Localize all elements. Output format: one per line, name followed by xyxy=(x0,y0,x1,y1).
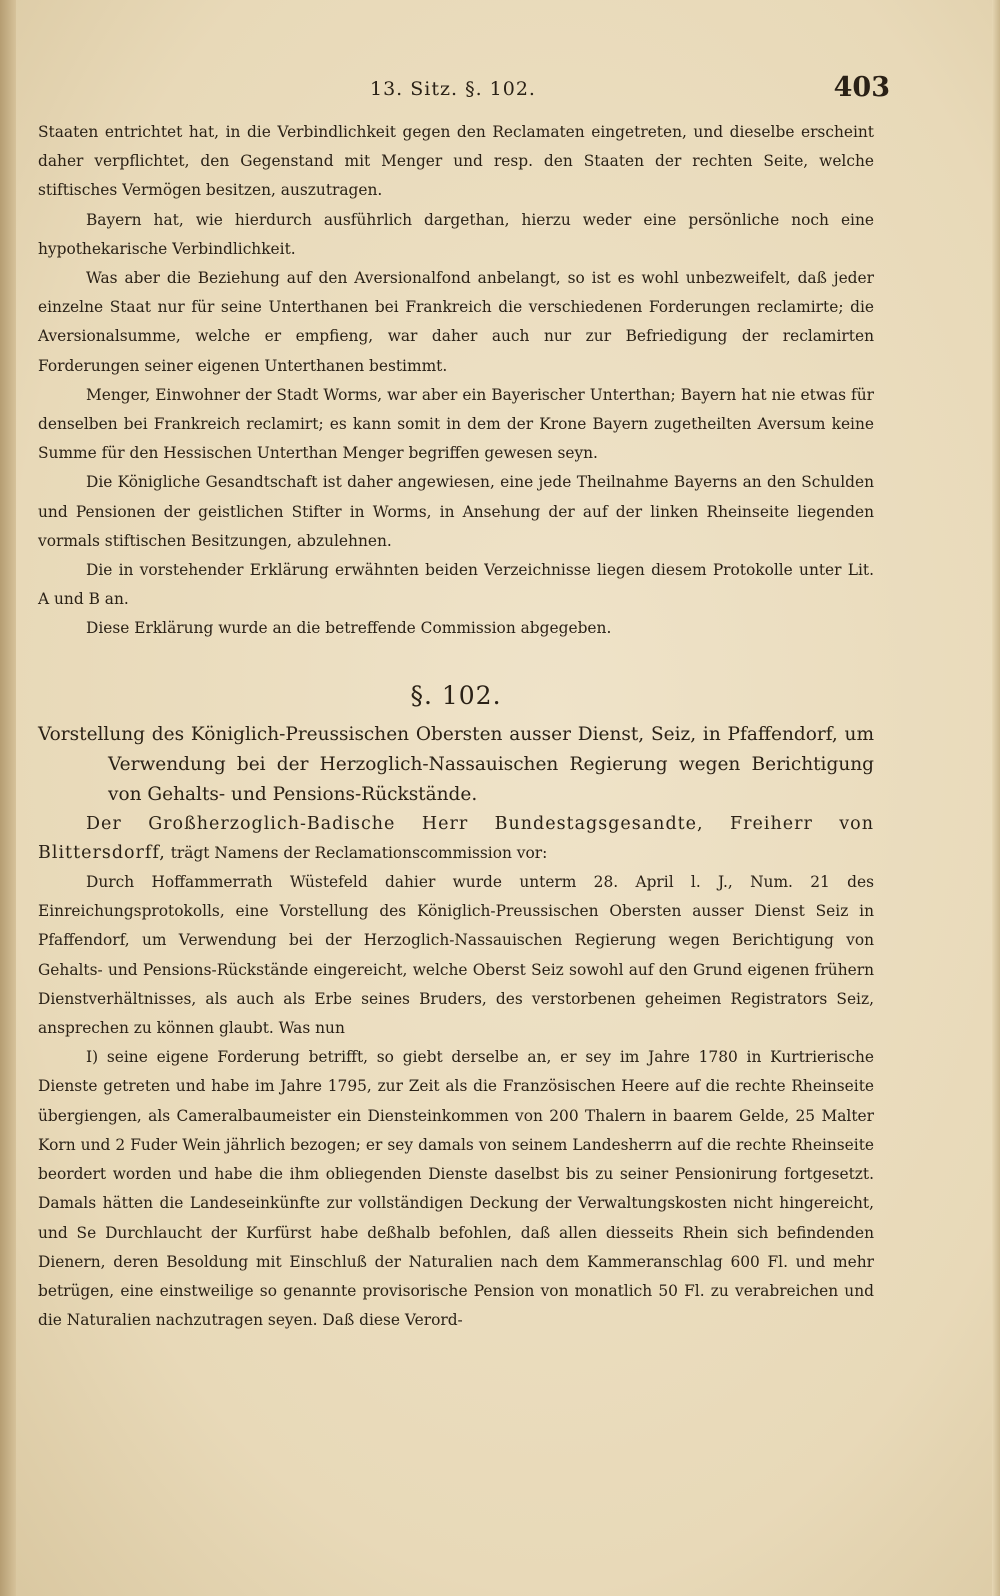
page-binding-edge xyxy=(0,0,16,1596)
page-number: 403 xyxy=(833,72,890,103)
page-body xyxy=(38,118,874,1335)
section-heading: Vorstellung des Königlich-Preussischen Obersten ausser Dienst, Seiz, in Pfaffendorf, um Verwendung bei der Herzoglich-Nassauischen Regierung wegen Berichtigung von Gehalts- und Pensions-Rückstände. xyxy=(38,723,874,805)
page-header xyxy=(40,72,890,108)
paragraph xyxy=(38,810,874,868)
paragraph: Die Königliche Gesandtschaft ist daher angewiesen, eine jede Theilnahme Bayerns an den Schulden und Pensionen der geistlichen Stifter in Worms, in Ansehung der auf der linken Rheinseite liegenden vormals stiftischen Besitzungen, abzulehnen. xyxy=(38,473,874,550)
paragraph: I) seine eigene Forderung betrifft, so giebt derselbe an, er sey im Jahre 1780 in Kurtrierische Dienste getreten und habe im Jahre 1795, zur Zeit als die Französischen Heere auf die rechte Rheinseite übergiengen, als Cameralbaumeister ein Diensteinkommen von 200 Thalern in baarem Gelde, 25 Malter Korn und 2 Fuder Wein jährlich bezogen; er sey damals von seinem Landesherrn auf die rechte Rheinseite beordert worden und habe die ihm obliegenden Dienste daselbst bis zu seiner Pensionirung fortgesetzt. Damals hätten die Landeseinkünfte zur vollständigen Deckung der Verwaltungskosten nicht hingereicht, und Se Durchlaucht der Kurfürst habe deßhalb befohlen, daß allen diesseits Rhein sich befindenden Dienern, deren Besoldung mit Einschluß der Naturalien nach dem Kammeranschlag 600 Fl. und mehr betrügen, eine einstweilige so genannte provisorische Pension von monatlich 50 Fl. zu verabreichen und die Naturalien nachzutragen seyen. Daß diese Verord- xyxy=(38,1048,874,1330)
paragraph: Bayern hat, wie hierdurch ausführlich dargethan, hierzu weder eine persönliche noch eine hypothekarische Verbindlichkeit. xyxy=(38,210,874,258)
paragraph-text: trägt Namens der Reclamationscommission vor: xyxy=(165,843,548,862)
paragraph: Menger, Einwohner der Stadt Worms, war aber ein Bayerischer Unterthan; Bayern hat nie etwas für denselben bei Frankreich reclamirt; es kann somit in dem der Krone Bayern zugetheilten Aversum keine Summe für den Hessischen Unterthan Menger begriffen gewesen seyn. xyxy=(38,385,874,463)
paragraph: Die in vorstehender Erklärung erwähnten beiden Verzeichnisse liegen diesem Protokolle unter Lit. A und B an. xyxy=(38,561,874,609)
running-head: 13. Sitz. §. 102. xyxy=(370,78,536,100)
paragraph: Durch Hoffammerrath Wüstefeld dahier wurde unterm 28. April l. J., Num. 21 des Einreichungsprotokolls, eine Vorstellung des Königlich-Preussischen Obersten ausser Dienst Seiz in Pfaffendorf, um Verwendung bei der Herzoglich-Nassauischen Regierung wegen Berichtigung von Gehalts- und Pensions-Rückstände eingereicht, welche Oberst Seiz sowohl auf den Grund eigenen frühern Dienstverhältnisses, als auch als Erbe seines Bruders, des verstorbenen geheimen Registrators Seiz, ansprechen zu können glaubt. Was nun xyxy=(38,873,874,1038)
speaker-name: Der Großherzoglich-Badische Herr Bundestagsgesandte, Freiherr von Blittersdorff, xyxy=(38,813,874,863)
paragraph: Diese Erklärung wurde an die betreffende Commission abgegeben. xyxy=(86,619,612,638)
paragraph: Was aber die Beziehung auf den Aversionalfond anbelangt, so ist es wohl unbezweifelt, daß jeder einzelne Staat nur für seine Unterthanen bei Frankreich die verschiedenen Forderungen reclamirte; die Aversionalsumme, welche er empfieng, war daher auch nur zur Befriedigung der reclamirten Forderungen seiner eigenen Unterthanen bestimmt. xyxy=(38,269,874,375)
page-right-edge xyxy=(992,0,1000,1596)
paragraph: Staaten entrichtet hat, in die Verbindlichkeit gegen den Reclamaten eingetreten, und dieselbe erscheint daher verpflichtet, den Gegenstand mit Menger und resp. den Staaten der rechten Seite, welche stiftisches Vermögen besitzen, auszutragen. xyxy=(38,123,874,200)
section-title: §. 102. xyxy=(410,680,502,710)
